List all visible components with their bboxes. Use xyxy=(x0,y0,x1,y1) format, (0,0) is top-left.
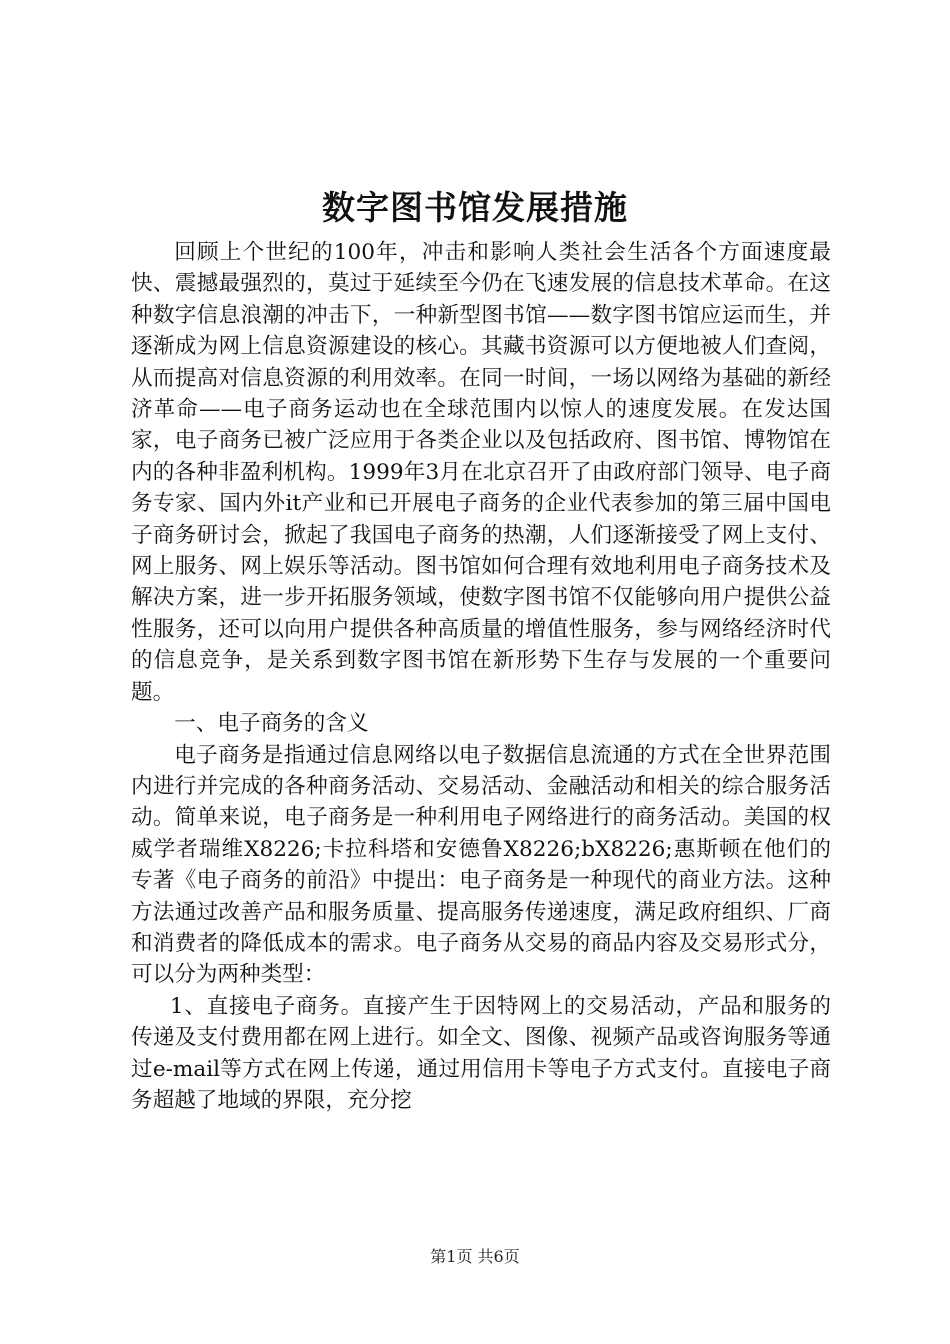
document-title: 数字图书馆发展措施 xyxy=(322,188,628,227)
paragraph-definition: 电子商务是指通过信息网络以电子数据信息流通的方式在全世界范围内进行并完成的各种商务活动、交易活动、金融活动和相关的综合服务活动。简单来说，电子商务是一种利用电子网络进行的商务活动。美国的权威学者瑞维X8226;卡拉科塔和安德鲁X8226;bX8226;惠斯顿在他们的专著《电子商务的前沿》中提出：电子商务是一种现代的商业方法。这种方法通过改善产品和服务质量、提高服务传递速度，满足政府组织、厂商和消费者的降低成本的需求。电子商务从交易的商品内容及交易形式分，可以分为两种类型： xyxy=(131,742,831,988)
page-number-footer: 第1页 共6页 xyxy=(430,1247,520,1266)
section-heading-1: 一、电子商务的含义 xyxy=(174,711,369,737)
paragraph-direct-ecommerce: 1、直接电子商务。直接产生于因特网上的交易活动，产品和服务的传递及支付费用都在网上进行。如全文、图像、视频产品或咨询服务等通过e-mail等方式在网上传递，通过用信用卡等电子方式支付。直接电子商务超越了地域的界限，充分挖 xyxy=(131,993,831,1113)
document-body xyxy=(131,237,831,1116)
paragraph-intro: 回顾上个世纪的100年，冲击和影响人类社会生活各个方面速度最快、震撼最强烈的，莫过于延续至今仍在飞速发展的信息技术革命。在这种数字信息浪潮的冲击下，一种新型图书馆——数字图书馆应运而生，并逐渐成为网上信息资源建设的核心。其藏书资源可以方便地被人们查阅，从而提高对信息资源的利用效率。在同一时间，一场以网络为基础的新经济革命——电子商务运动也在全球范围内以惊人的速度发展。在发达国家，电子商务已被广泛应用于各类企业以及包括政府、图书馆、博物馆在内的各种非盈利机构。1999年3月在北京召开了由政府部门领导、电子商务专家、国内外it产业和已开展电子商务的企业代表参加的第三届中国电子商务研讨会，掀起了我国电子商务的热潮，人们逐渐接受了网上支付、网上服务、网上娱乐等活动。图书馆如何合理有效地利用电子商务技术及解决方案，进一步开拓服务领域，使数字图书馆不仅能够向用户提供公益性服务，还可以向用户提供各种高质量的增值性服务，参与网络经济时代的信息竞争，是关系到数字图书馆在新形势下生存与发展的一个重要问题。 xyxy=(131,240,831,705)
